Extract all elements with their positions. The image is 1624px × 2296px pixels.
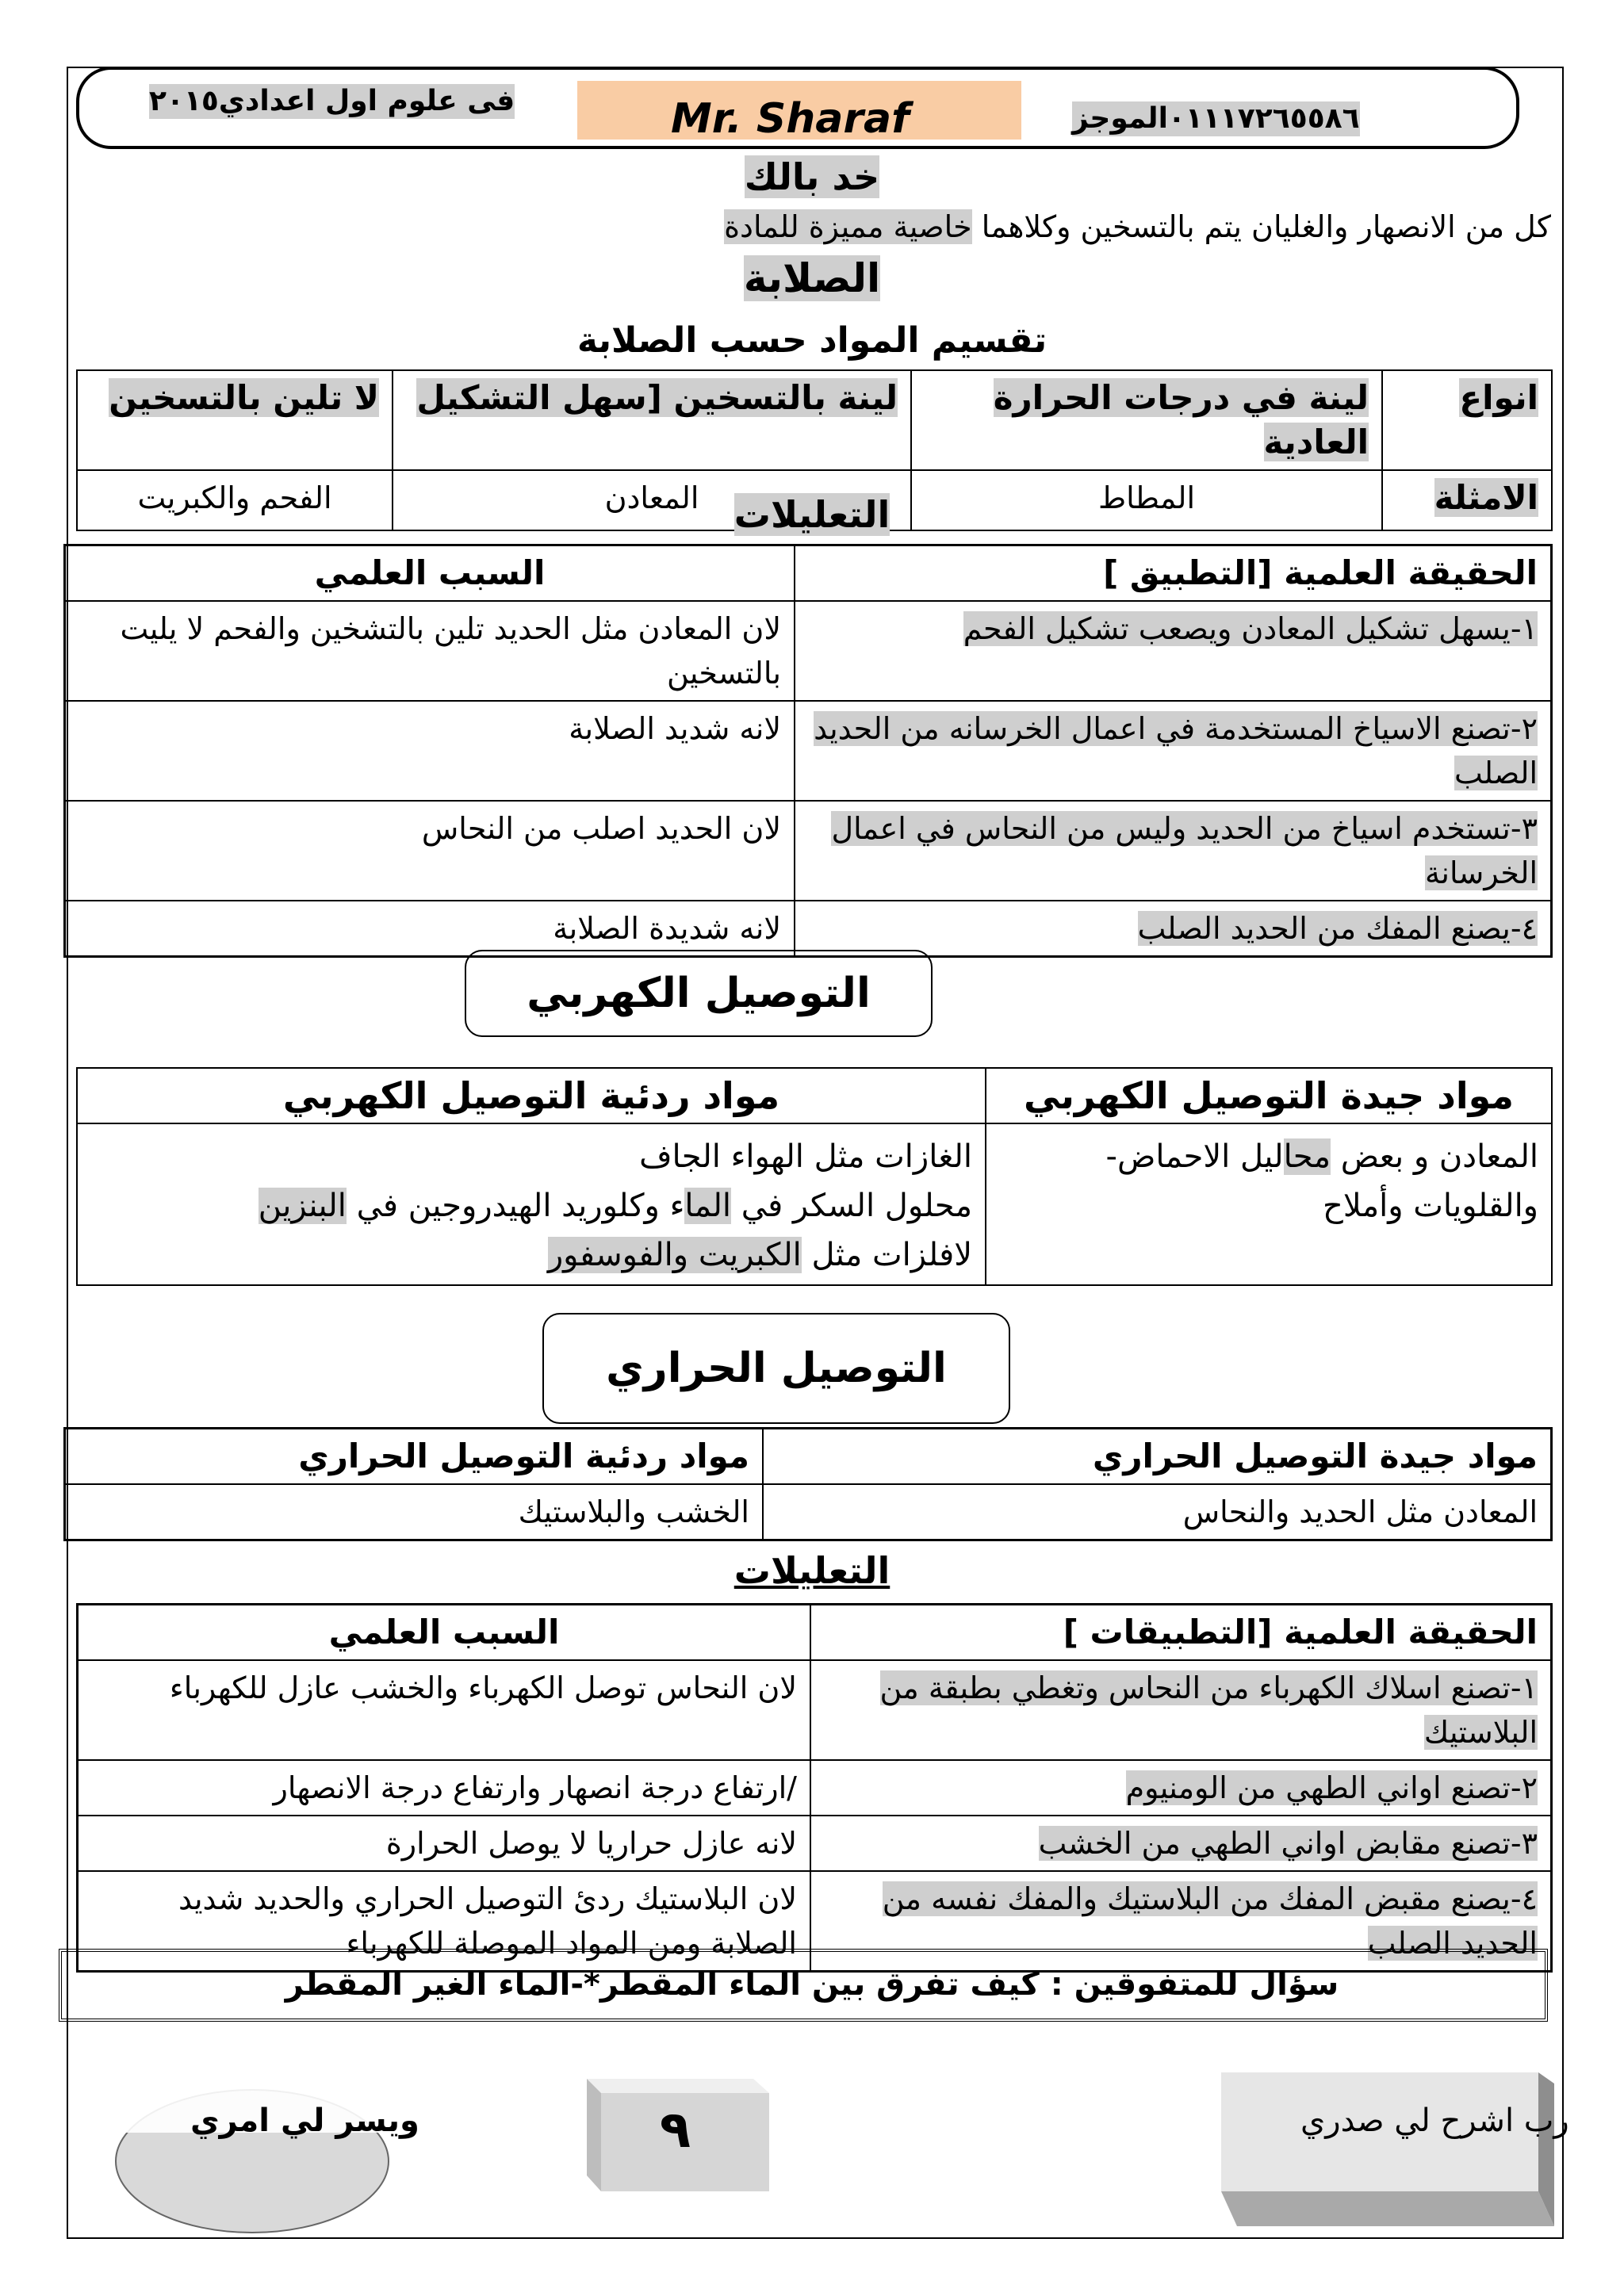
example-metals: المعادن [393, 470, 911, 530]
hardness-subtitle: تقسيم المواد حسب الصلابة [576, 320, 1048, 361]
electric-good-cell: المعادن و بعض محاليل الاحماض- والقلويات وأملاح [986, 1123, 1552, 1285]
reasons2-reason: لان النحاس توصل الكهرباء والخشب عازل للكهرباء [78, 1660, 811, 1760]
reasons1-fact: ٢-تصنع الاسياخ المستخدمة في اعمال الخرسانه من الحديد الصلب [795, 701, 1552, 801]
type-not-soft: لا تلين بالتسخين [77, 370, 393, 470]
thermal-bad-example: الخشب والبلاستيك [65, 1484, 764, 1540]
reasons1-reason: لان الحديد اصلب من النحاس [65, 801, 795, 901]
reasons1-reason: لانه شديدة الصلابة [65, 901, 795, 957]
reasons1-table [63, 544, 1553, 958]
type-soft-heating: لينة بالتسخين [سهل التشكيل [393, 370, 911, 470]
reasons1-fact-header: الحقيقة العلمية [التطبيق ] [795, 545, 1552, 602]
electric-good-header: مواد جيدة التوصيل الكهربي [986, 1068, 1552, 1123]
example-coal-sulfur: الفحم والكبريت [77, 470, 393, 530]
note-text: كل من الانصهار والغليان يتم بالتسخين وكلاهما خاصية مميزة للمادة [724, 209, 1551, 244]
reasons1-reason-header: السبب العلمي [65, 545, 795, 602]
page-number: ٩ [660, 2101, 691, 2160]
footer-left-ellipse [111, 2077, 396, 2236]
reasons2-reason: لان البلاستيك ردئ التوصيل الحراري والحديد شديد الصلابة ومن المواد الموصلة للكهرباء [78, 1871, 811, 1972]
header-teacher-name: Mr. Sharaf [671, 95, 910, 143]
reasons2-fact: ١-تصنع اسلاك الكهرباء من النحاس وتغطي بطبقة من البلاستيك [810, 1660, 1552, 1760]
header-phone: ٠١١١٧٢٦٥٥٨٦الموجز [1072, 102, 1360, 135]
electric-title-box: التوصيل الكهربي [465, 950, 933, 1037]
reasons1-fact: ٤-يصنع المفك من الحديد الصلب [795, 901, 1552, 957]
header-subject: فى علوم اول اعدادي٢٠١٥ [149, 85, 515, 117]
note-title: خد بالك [744, 155, 880, 198]
thermal-table [63, 1427, 1553, 1541]
reasons2-title: التعليلات [733, 1549, 891, 1592]
footer-left-text: ويسر لي امري [190, 2103, 419, 2139]
reasons2-fact: ٤-يصنع مقبض المفك من البلاستيك والمفك نفسه من الحديد الصلب [810, 1871, 1552, 1972]
reasons2-fact: ٢-تصنع اواني الطهي من الومنيوم [810, 1760, 1552, 1816]
reasons1-reason: لانه شديد الصلابة [65, 701, 795, 801]
hardness-title: الصلابة [743, 255, 881, 301]
examples-label: الامثلة [1382, 470, 1552, 530]
example-rubber: المطاط [911, 470, 1382, 530]
thermal-bad-header: مواد ردئية التوصيل الحراري [65, 1429, 764, 1485]
question-text: سؤال للمتفوقين : كيف تفرق بين الماء المقطر*-الماء الغير المقطر [285, 1966, 1339, 2003]
electric-bad-cell: الغازات مثل الهواء الجاف محلول السكر في الماء وكلوريد الهيدروجين في البنزين لافلزات مثل الكبريت والفوسفور [77, 1123, 986, 1285]
footer-right-block [1221, 2072, 1554, 2231]
thermal-good-example: المعادن مثل الحديد والنحاس [763, 1484, 1552, 1540]
footer-right-text: رب اشرح لي صدري [1300, 2103, 1569, 2139]
reasons1-fact: ١-يسهل تشكيل المعادن ويصعب تشكيل الفحم [795, 601, 1552, 701]
types-label: انواع [1382, 370, 1552, 470]
reasons1-title: التعليلات [733, 493, 891, 536]
reasons2-reason: لانه عازل حراريا لا يوصل الحرارة [78, 1816, 811, 1871]
thermal-good-header: مواد جيدة التوصيل الحراري [763, 1429, 1552, 1485]
reasons2-fact-header: الحقيقة العلمية [التطبيقات ] [810, 1605, 1552, 1661]
thermal-title-box: التوصيل الحراري [542, 1313, 1010, 1424]
reasons2-table [76, 1603, 1553, 1973]
electric-bad-header: مواد ردئية التوصيل الكهربي [77, 1068, 986, 1123]
reasons2-fact: ٣-تصنع مقابض اواني الطهي من الخشب [810, 1816, 1552, 1871]
type-soft-normal: لينة في درجات الحرارة العادية [911, 370, 1382, 470]
electric-table [76, 1067, 1553, 1286]
reasons2-reason: /ارتفاع درجة انصهار وارتفاع درجة الانصهار [78, 1760, 811, 1816]
reasons2-reason-header: السبب العلمي [78, 1605, 811, 1661]
reasons1-fact: ٣-تستخدم اسياخ من الحديد وليس من النحاس في اعمال الخرسانة [795, 801, 1552, 901]
reasons1-reason: لان المعادن مثل الحديد تلين بالتشخين والفحم لا يليت بالتسخين [65, 601, 795, 701]
